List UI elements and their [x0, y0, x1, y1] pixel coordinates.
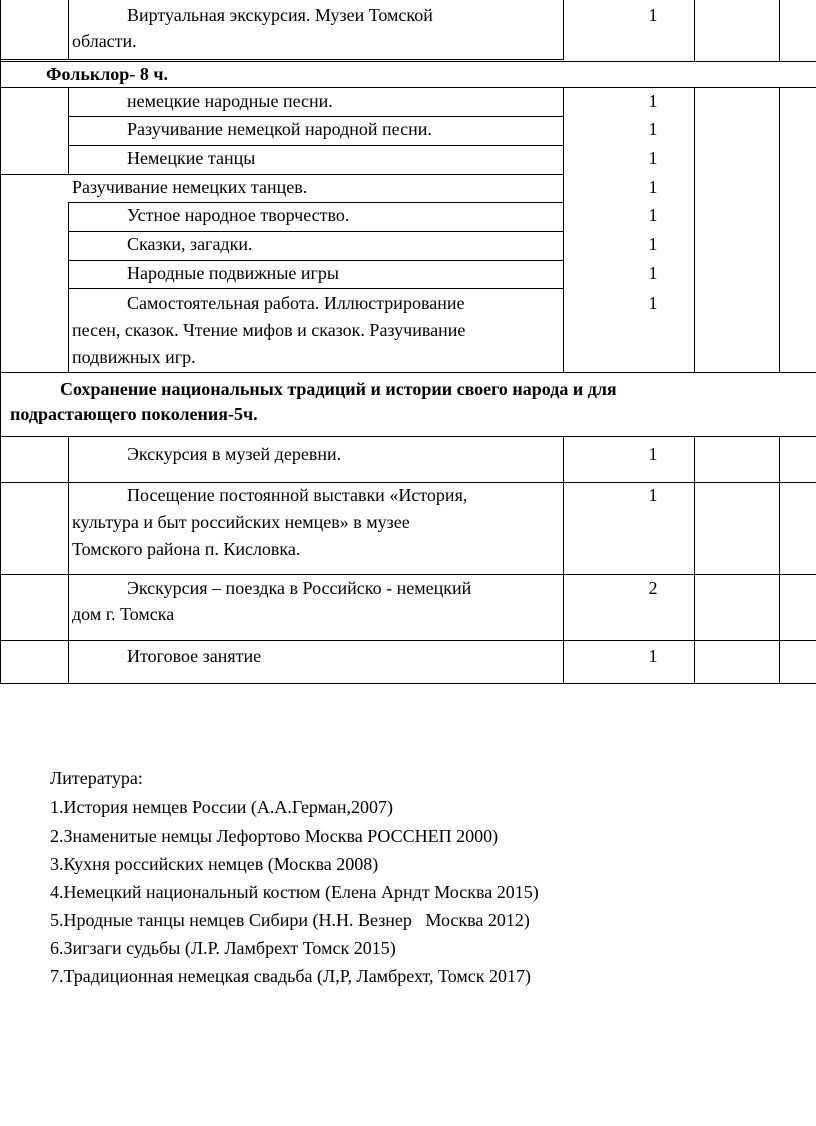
table-cell-hours: 1 [648, 293, 658, 313]
literature-item: 2.Знаменитые немцы Лефортово Москва РОССНЕП 2000) [50, 826, 499, 846]
table-cell-topic: Самостоятельная работа. Иллюстрирование [127, 293, 465, 313]
literature-item: 5.Нродные танцы немцев Сибири (Н.Н. Везнер Москва 2012) [50, 910, 530, 930]
table-cell-hours: 1 [648, 5, 658, 25]
table-rule [779, 87, 780, 373]
table-rule [779, 436, 780, 684]
table-cell-topic: Экскурсия – поездка в Российско - немецкий [127, 578, 472, 598]
table-cell-topic: Народные подвижные игры [127, 263, 340, 283]
table-rule [0, 0, 1, 88]
table-cell-hours: 1 [648, 148, 658, 168]
table-rule [694, 0, 695, 62]
table-cell-hours: 1 [648, 444, 658, 464]
table-rule [68, 202, 69, 373]
table-rule [68, 436, 69, 684]
literature-item: 6.Зигзаги судьбы (Л.Р. Ламбрехт Томск 2015) [50, 938, 396, 958]
table-cell-topic: области. [72, 31, 137, 51]
table-cell-topic: Немецкие танцы [127, 148, 256, 168]
table-cell-topic: Экскурсия в музей деревни. [127, 444, 342, 464]
table-cell-topic: Виртуальная экскурсия. Музеи Томской [127, 5, 433, 25]
literature-item: 1.История немцев России (А.А.Герман,2007) [50, 797, 394, 817]
literature-item: 4.Немецкий национальный костюм (Елена Арндт Москва 2015) [50, 882, 539, 902]
table-cell-topic: Разучивание немецких танцев. [72, 177, 308, 197]
table-rule [779, 0, 780, 62]
table-rule [68, 87, 69, 175]
table-rule [563, 0, 564, 60]
section-heading: подрастающего поколения-5ч. [10, 404, 258, 424]
table-cell-topic: Устное народное творчество. [127, 205, 350, 225]
table-rule [68, 0, 69, 60]
table-cell-hours: 2 [648, 578, 658, 598]
literature-item: 3.Кухня российских немцев (Москва 2008) [50, 854, 379, 874]
section-heading: Фольклор- 8 ч. [46, 64, 168, 84]
table-cell-hours: 1 [648, 234, 658, 254]
table-cell-hours: 1 [648, 205, 658, 225]
section-heading: Сохранение национальных традиций и истории своего народа и для [60, 379, 617, 399]
table-cell-hours: 1 [648, 91, 658, 111]
table-cell-hours: 1 [648, 646, 658, 666]
table-rule [563, 87, 564, 373]
table-cell-topic: немецкие народные песни. [127, 91, 333, 111]
table-cell-topic: песен, сказок. Чтение мифов и сказок. Разучивание [72, 320, 466, 340]
table-rule [694, 87, 695, 373]
table-cell-topic: дом г. Томска [72, 604, 175, 624]
literature-item: 7.Традиционная немецкая свадьба (Л,Р, Ламбрехт, Томск 2017) [50, 966, 531, 986]
table-cell-topic: Томского района п. Кисловка. [72, 539, 301, 559]
table-rule [68, 288, 564, 289]
table-cell-hours: 1 [648, 119, 658, 139]
table-rule [694, 436, 695, 684]
table-cell-topic: культура и быт российских немцев» в музее [72, 512, 410, 532]
table-rule [0, 59, 563, 60]
table-cell-topic: Сказки, загадки. [127, 234, 253, 254]
table-cell-hours: 1 [648, 263, 658, 283]
table-cell-hours: 1 [648, 485, 658, 505]
table-cell-topic: Посещение постоянной выставки «История, [127, 485, 468, 505]
table-cell-topic: Разучивание немецкой народной песни. [127, 119, 432, 139]
table-rule [0, 372, 1, 684]
table-cell-hours: 1 [648, 177, 658, 197]
table-rule [0, 87, 1, 373]
literature-title: Литература: [50, 768, 143, 788]
table-rule [563, 436, 564, 684]
table-cell-topic: подвижных игр. [72, 347, 196, 367]
table-cell-topic: Итоговое занятие [127, 646, 262, 666]
